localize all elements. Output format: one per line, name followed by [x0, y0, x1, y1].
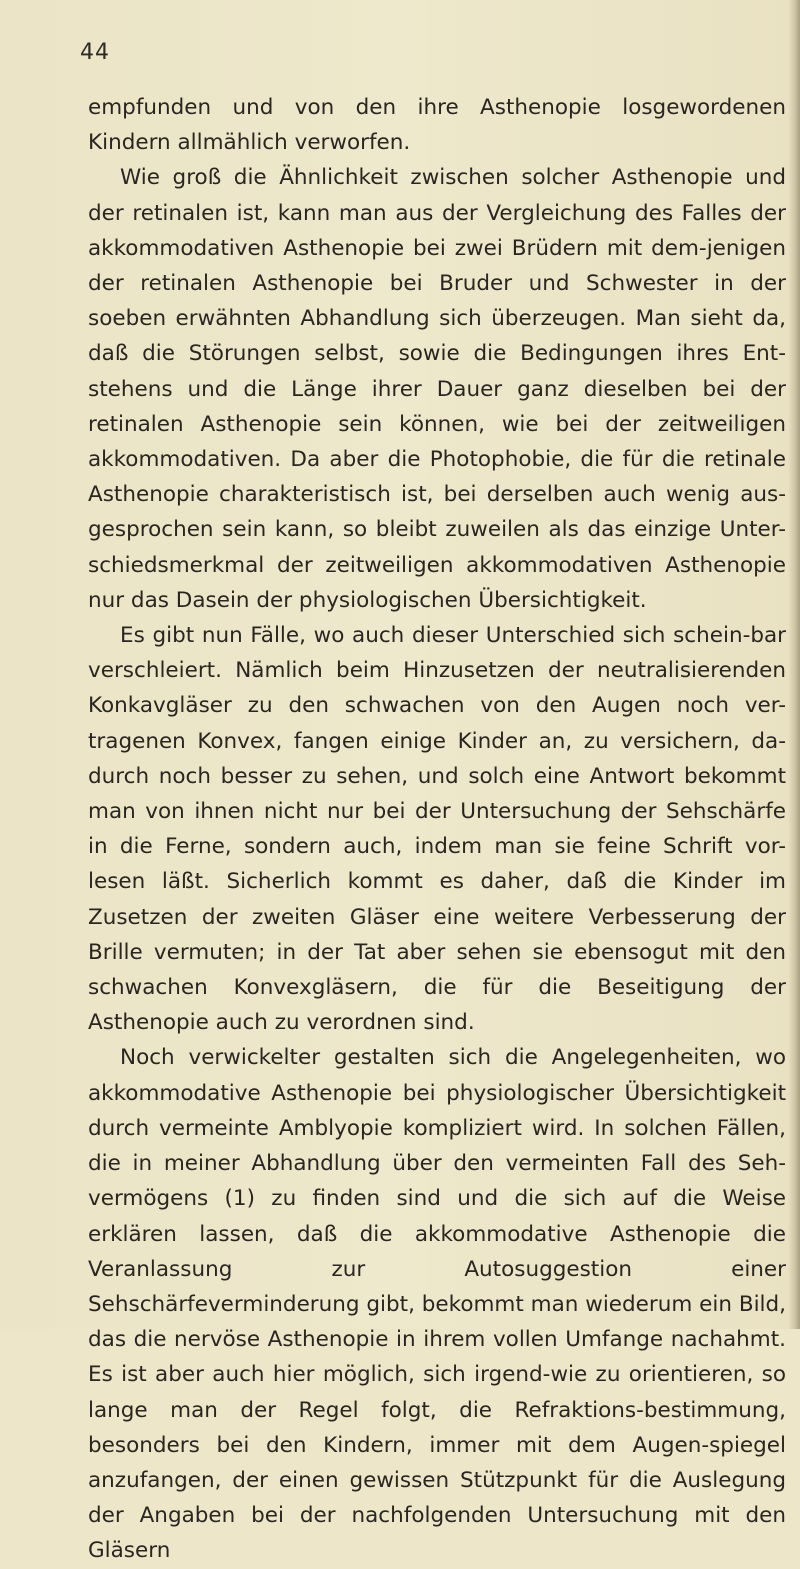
- page-number: 44: [80, 40, 110, 65]
- body-text: [88, 90, 786, 1569]
- paragraph-4: Noch verwickelter gestalten sich die Angelegenheiten, wo akkommodative Asthenopie bei physiologischer Übersichtigkeit durch vermeinte Amblyopie kompliziert wird. In solchen Fällen, die in meiner Abhandlung über den vermeinten Fall des Seh-vermögens (1) zu finden sind und die sich auf die Weise erklären lassen, daß die akkommodative Asthenopie die Veranlassung zur Autosuggestion einer Sehschärfeverminderung gibt, bekommt man wiederum ein Bild, das die nervöse Asthenopie in ihrem vollen Umfange nachahmt. Es ist aber auch hier möglich, sich irgend-wie zu orientieren, so lange man der Regel folgt, die Refraktions-bestimmung, besonders bei den Kindern, immer mit dem Augen-spiegel anzufangen, der einen gewissen Stützpunkt für die Auslegung der Angaben bei der nachfolgenden Untersuchung mit den Gläsern: [88, 1045, 786, 1564]
- paragraph-1: empfunden und von den ihre Asthenopie losgewordenen Kindern allmählich verworfen.: [88, 95, 786, 156]
- paragraph-2: Wie groß die Ähnlichkeit zwischen solcher Asthenopie und der retinalen ist, kann man aus der Vergleichung des Falles der akkommodativen Asthenopie bei zwei Brüdern mit dem-jenigen der retinalen Asthenopie bei Bruder und Schwester in der soeben erwähnten Abhandlung sich überzeugen. Man sieht da, daß die Störungen selbst, sowie die Bedingungen ihres Ent-stehens und die Länge ihrer Dauer ganz dieselben bei der retinalen Asthenopie sein können, wie bei der zeitweiligen akkommodativen. Da aber die Photophobie, die für die retinale Asthenopie charakteristisch ist, bei derselben auch wenig aus-gesprochen sein kann, so bleibt zuweilen als das einzige Unter-schiedsmerkmal der zeitweiligen akkommodativen Asthenopie nur das Dasein der physiologischen Übersichtigkeit.: [88, 165, 786, 613]
- page-edge-shadow: [788, 0, 800, 1329]
- paragraph-3: Es gibt nun Fälle, wo auch dieser Unterschied sich schein-bar verschleiert. Nämlich beim Hinzusetzen der neutralisierenden Konkavgläser zu den schwachen von den Augen noch ver-tragenen Konvex, fangen einige Kinder an, zu versichern, da-durch noch besser zu sehen, und solch eine Antwort bekommt man von ihnen nicht nur bei der Untersuchung der Sehschärfe in die Ferne, sondern auch, indem man sie feine Schrift vor-lesen läßt. Sicherlich kommt es daher, daß die Kinder im Zusetzen der zweiten Gläser eine weitere Verbesserung der Brille vermuten; in der Tat aber sehen sie ebensogut mit den schwachen Konvexgläsern, die für die Beseitigung der Asthenopie auch zu verordnen sind.: [88, 623, 786, 1036]
